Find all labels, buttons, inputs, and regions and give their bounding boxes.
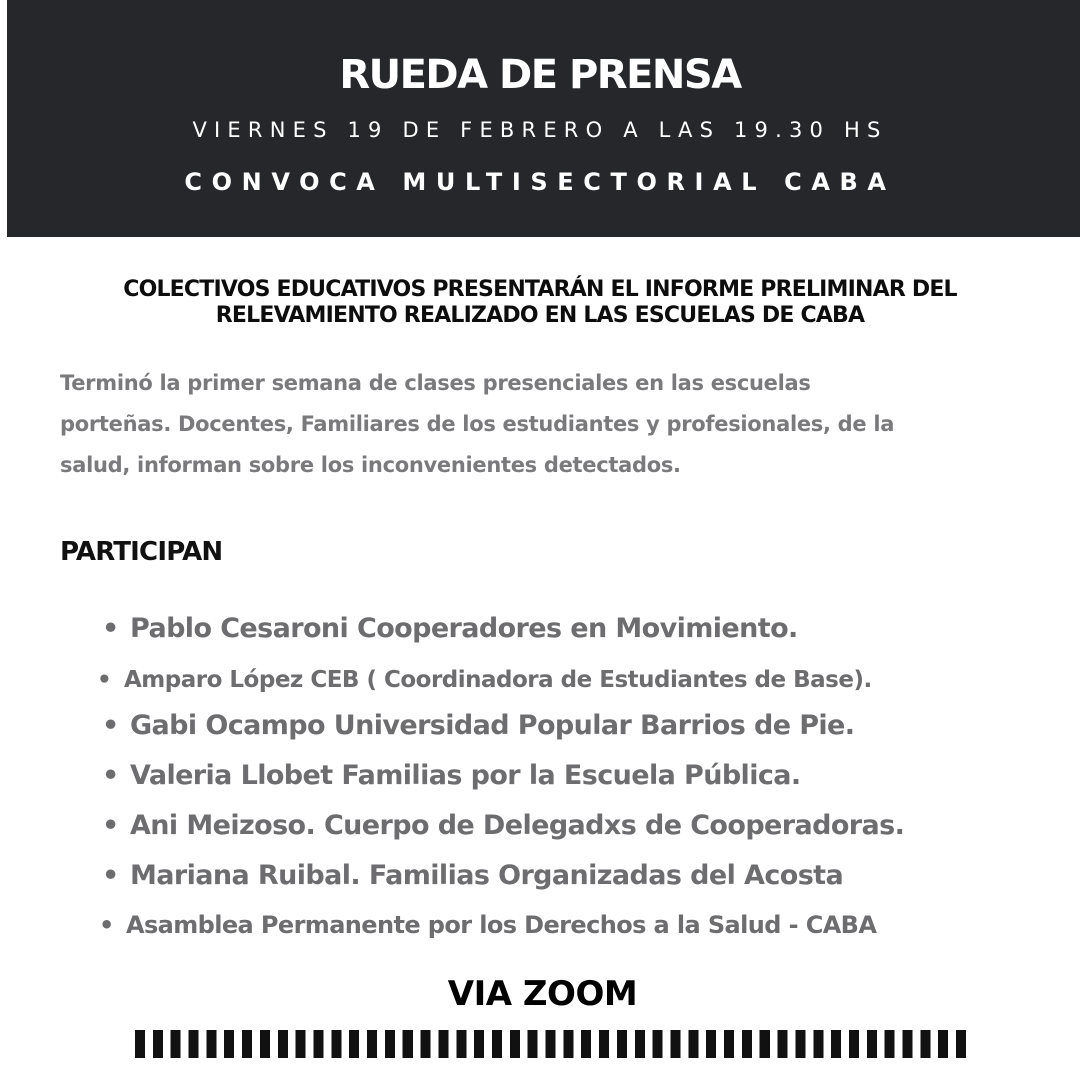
bullet-icon: • xyxy=(97,667,112,693)
participant-item xyxy=(102,810,904,841)
participants-heading: PARTICIPAN xyxy=(60,537,223,567)
participant-text: Ani Meizoso. Cuerpo de Delegadxs de Cooperadoras. xyxy=(130,810,905,841)
participant-text: Amparo López CEB ( Coordinadora de Estudiantes de Base). xyxy=(124,667,872,693)
participant-item xyxy=(102,760,801,791)
participant-item xyxy=(97,667,872,693)
headline-line-1: COLECTIVOS EDUCATIVOS PRESENTARÁN EL INFORME PRELIMINAR DEL xyxy=(123,277,957,302)
participant-text: Mariana Ruibal. Familias Organizadas del Acosta xyxy=(130,860,844,891)
participant-item xyxy=(102,860,843,891)
barcode-stripe-divider xyxy=(135,1030,968,1058)
participant-item xyxy=(99,911,876,939)
participant-text: Gabi Ocampo Universidad Popular Barrios de Pie. xyxy=(130,710,855,741)
bullet-icon: • xyxy=(102,760,119,791)
intro-line-2: porteñas. Docentes, Familiares de los estudiantes y profesionales, de la xyxy=(60,412,895,436)
header-date: VIERNES 19 DE FEBRERO A LAS 19.30 HS xyxy=(192,118,888,142)
participant-text: Asamblea Permanente por los Derechos a la Salud - CABA xyxy=(126,911,877,939)
header-convoca: CONVOCA MULTISECTORIAL CABA xyxy=(184,168,896,196)
participant-item xyxy=(102,613,798,644)
headline-line-2: RELEVAMIENTO REALIZADO EN LAS ESCUELAS DE CABA xyxy=(215,303,865,328)
participant-text: Valeria Llobet Familias por la Escuela Pública. xyxy=(130,760,801,791)
intro-line-1: Terminó la primer semana de clases presenciales en las escuelas xyxy=(60,371,811,395)
bullet-icon: • xyxy=(102,710,119,741)
intro-line-3: salud, informan sobre los inconvenientes detectados. xyxy=(60,453,681,477)
participant-text: Pablo Cesaroni Cooperadores en Movimiento. xyxy=(130,613,798,644)
bullet-icon: • xyxy=(102,613,119,644)
bullet-icon: • xyxy=(102,860,119,891)
bullet-icon: • xyxy=(102,810,119,841)
header-title: RUEDA DE PRENSA xyxy=(339,52,741,98)
via-zoom-label: VIA ZOOM xyxy=(447,974,638,1014)
bullet-icon: • xyxy=(99,911,114,939)
participant-item xyxy=(102,710,854,741)
